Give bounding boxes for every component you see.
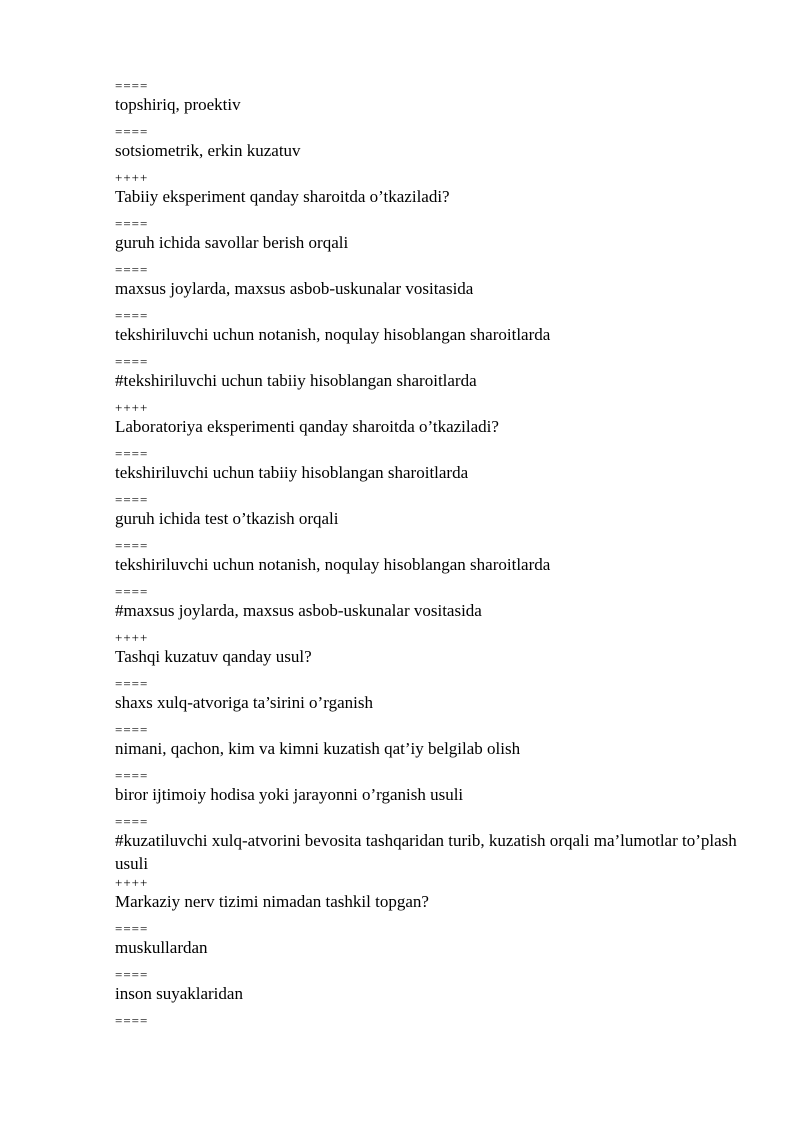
- answer-option: shaxs xulq-atvoriga ta’sirini o’rganish: [115, 693, 373, 712]
- separator-line: ====: [115, 722, 149, 737]
- separator-line: ====: [115, 1013, 149, 1028]
- question-separator: ++++: [115, 170, 149, 185]
- answer-option: biror ijtimoiy hodisa yoki jarayonni o’rganish usuli: [115, 785, 464, 804]
- answer-option: sotsiometrik, erkin kuzatuv: [115, 141, 301, 160]
- question-text: Markaziy nerv tizimi nimadan tashkil topgan?: [115, 892, 429, 911]
- separator-line: ====: [115, 814, 149, 829]
- question-separator: ++++: [115, 875, 149, 890]
- question-separator: ++++: [115, 630, 149, 645]
- separator-line: ====: [115, 921, 149, 936]
- separator-line: ====: [115, 216, 149, 231]
- separator-line: ====: [115, 676, 149, 691]
- question-separator: ++++: [115, 400, 149, 415]
- separator-line: ====: [115, 308, 149, 323]
- question-text: Laboratoriya eksperimenti qanday sharoitda o’tkaziladi?: [115, 417, 499, 436]
- separator-line: ====: [115, 124, 149, 139]
- correct-answer-option: #kuzatiluvchi xulq-atvorini bevosita tashqaridan turib, kuzatish orqali ma’lumotlar to’plash usuli: [115, 831, 737, 873]
- separator-line: ====: [115, 492, 149, 507]
- answer-option: nimani, qachon, kim va kimni kuzatish qat’iy belgilab olish: [115, 739, 521, 758]
- separator-line: ====: [115, 78, 149, 93]
- separator-line: ====: [115, 262, 149, 277]
- answer-option: maxsus joylarda, maxsus asbob-uskunalar vositasida: [115, 279, 474, 298]
- separator-line: ====: [115, 967, 149, 982]
- separator-line: ====: [115, 584, 149, 599]
- separator-line: ====: [115, 446, 149, 461]
- question-text: Tabiiy eksperiment qanday sharoitda o’tkaziladi?: [115, 187, 450, 206]
- document-body: [115, 78, 745, 1028]
- answer-option: inson suyaklaridan: [115, 984, 243, 1003]
- answer-option: tekshiriluvchi uchun notanish, noqulay hisoblangan sharoitlarda: [115, 555, 551, 574]
- answer-option: tekshiriluvchi uchun notanish, noqulay hisoblangan sharoitlarda: [115, 325, 551, 344]
- separator-line: ====: [115, 354, 149, 369]
- correct-answer-option: #maxsus joylarda, maxsus asbob-uskunalar vositasida: [115, 601, 482, 620]
- question-text: Tashqi kuzatuv qanday usul?: [115, 647, 312, 666]
- answer-option: guruh ichida savollar berish orqali: [115, 233, 349, 252]
- correct-answer-option: #tekshiriluvchi uchun tabiiy hisoblangan sharoitlarda: [115, 371, 477, 390]
- answer-option: muskullardan: [115, 938, 208, 957]
- answer-option: tekshiriluvchi uchun tabiiy hisoblangan sharoitlarda: [115, 463, 469, 482]
- answer-option: topshiriq, proektiv: [115, 95, 241, 114]
- separator-line: ====: [115, 768, 149, 783]
- separator-line: ====: [115, 538, 149, 553]
- answer-option: guruh ichida test o’tkazish orqali: [115, 509, 339, 528]
